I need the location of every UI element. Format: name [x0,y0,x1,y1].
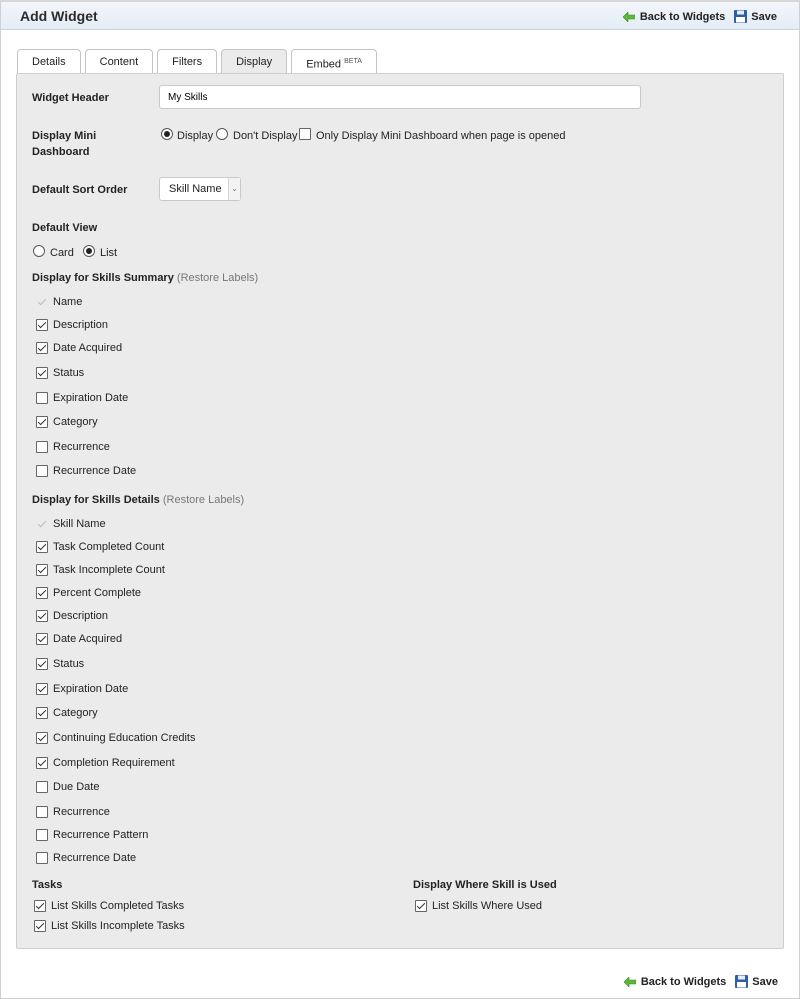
footer-save-label: Save [752,975,778,988]
tasks-heading: Tasks [32,879,63,891]
summary-status-checkbox[interactable] [36,367,48,379]
mini-dashboard-dont-display-radio[interactable] [216,128,228,140]
footer-back-to-widgets-button[interactable] [624,976,726,988]
details-recurrence-pattern-checkbox[interactable] [36,829,48,841]
default-view-card-radio[interactable] [33,245,45,257]
tab-filters[interactable]: Filters [157,49,217,73]
details-continuing-education-credits-checkbox[interactable] [36,732,48,744]
details-category-label: Category [53,707,98,719]
details-recurrence-pattern-label: Recurrence Pattern [53,829,149,841]
mini-dashboard-display-radio[interactable] [161,128,173,140]
tab-content[interactable]: Content [85,49,154,73]
summary-expiration-date-label: Expiration Date [53,392,129,404]
sort-order-value: Skill Name [169,183,222,195]
default-view-list-label: List [100,247,118,259]
details-task-incomplete-count-checkbox[interactable] [36,564,48,576]
back-arrow-icon [624,977,636,987]
summary-status-label: Status [53,367,85,379]
tasks-list-skills-incomplete-tasks-checkbox[interactable] [34,920,46,932]
details-skill-name-label: Skill Name [53,518,106,530]
details-due-date-checkbox[interactable] [36,781,48,793]
back-to-widgets-label: Back to Widgets [639,10,726,23]
details-skill-name-checkbox [36,518,48,530]
header-actions [623,10,777,23]
summary-name-checkbox [36,296,48,308]
mini-dashboard-only-when-opened-label: Only Display Mini Dashboard when page is opened [316,130,566,142]
details-task-incomplete-count-label: Task Incomplete Count [53,564,165,576]
details-expiration-date-checkbox[interactable] [36,683,48,695]
tab-bar [17,49,381,74]
details-recurrence-checkbox[interactable] [36,806,48,818]
details-due-date-label: Due Date [53,781,100,793]
display-settings-panel [16,73,784,949]
tasks-list-skills-incomplete-tasks-label: List Skills Incomplete Tasks [51,920,185,932]
details-completion-requirement-checkbox[interactable] [36,757,48,769]
summary-date-acquired-label: Date Acquired [53,342,123,354]
tasks-list-skills-completed-tasks-label: List Skills Completed Tasks [51,900,185,912]
mini-dashboard-dont-display-label: Don't Display [233,130,298,142]
skills-summary-restore-labels-link[interactable]: (Restore Labels) [176,272,259,284]
mini-dashboard-display-label: Display [177,130,214,142]
details-status-label: Status [53,658,85,670]
summary-name-label: Name [53,296,83,308]
summary-description-checkbox[interactable] [36,319,48,331]
summary-expiration-date-checkbox[interactable] [36,392,48,404]
details-recurrence-date-checkbox[interactable] [36,852,48,864]
details-recurrence-date-label: Recurrence Date [53,852,137,864]
footer-actions [624,975,778,988]
details-task-completed-count-label: Task Completed Count [53,541,165,553]
details-recurrence-label: Recurrence [53,806,110,818]
summary-description-label: Description [53,319,109,331]
summary-date-acquired-checkbox[interactable] [36,342,48,354]
footer-save-button[interactable] [726,975,778,988]
details-category-checkbox[interactable] [36,707,48,719]
details-percent-complete-label: Percent Complete [53,587,142,599]
chevron-down-icon: ⌄ [228,178,240,200]
page-title: Add Widget [20,8,98,24]
summary-recurrence-date-label: Recurrence Date [53,465,137,477]
back-to-widgets-button[interactable] [623,11,725,23]
save-floppy-icon [735,975,748,988]
summary-category-checkbox[interactable] [36,416,48,428]
widget-header-input[interactable] [159,85,641,109]
details-task-completed-count-checkbox[interactable] [36,541,48,553]
summary-category-label: Category [53,416,98,428]
details-date-acquired-label: Date Acquired [53,633,123,645]
back-arrow-icon [623,12,635,22]
summary-recurrence-date-checkbox[interactable] [36,465,48,477]
mini-dashboard-only-when-opened-checkbox[interactable] [299,128,311,140]
default-view-label: Default View [32,222,98,234]
where-used-heading: Display Where Skill is Used [413,879,557,891]
sort-order-label: Default Sort Order [32,184,128,196]
summary-recurrence-label: Recurrence [53,441,110,453]
widget-header-label: Widget Header [32,92,109,104]
tab-display[interactable]: Display [221,49,287,74]
details-description-label: Description [53,610,109,622]
details-status-checkbox[interactable] [36,658,48,670]
where-used-list-skills-where-used-checkbox[interactable] [415,900,427,912]
tab-embed[interactable]: Embed $^{BETA}$ [291,49,377,73]
save-button[interactable] [725,10,777,23]
where-used-list-skills-where-used-label: List Skills Where Used [432,900,543,912]
details-expiration-date-label: Expiration Date [53,683,129,695]
save-label: Save [751,10,777,23]
details-date-acquired-checkbox[interactable] [36,633,48,645]
skills-summary-heading: Display for Skills Summary (Restore Labels) [32,272,259,284]
mini-dashboard-label-line2: Dashboard [32,146,90,158]
title-bar [1,2,799,30]
save-floppy-icon [734,10,747,23]
skills-details-heading: Display for Skills Details (Restore Labels) [32,494,245,506]
default-view-card-label: Card [50,247,74,259]
tab-details[interactable]: Details [17,49,81,73]
beta-badge: BETA [344,58,362,65]
details-completion-requirement-label: Completion Requirement [53,757,175,769]
skills-details-restore-labels-link[interactable]: (Restore Labels) [162,494,245,506]
tasks-list-skills-completed-tasks-checkbox[interactable] [34,900,46,912]
details-continuing-education-credits-label: Continuing Education Credits [53,732,196,744]
default-view-list-radio[interactable] [83,245,95,257]
sort-order-select[interactable] [159,177,241,201]
details-percent-complete-checkbox[interactable] [36,587,48,599]
summary-recurrence-checkbox[interactable] [36,441,48,453]
mini-dashboard-label-line1: Display Mini [32,130,97,142]
footer-back-to-widgets-label: Back to Widgets [640,975,727,988]
details-description-checkbox[interactable] [36,610,48,622]
